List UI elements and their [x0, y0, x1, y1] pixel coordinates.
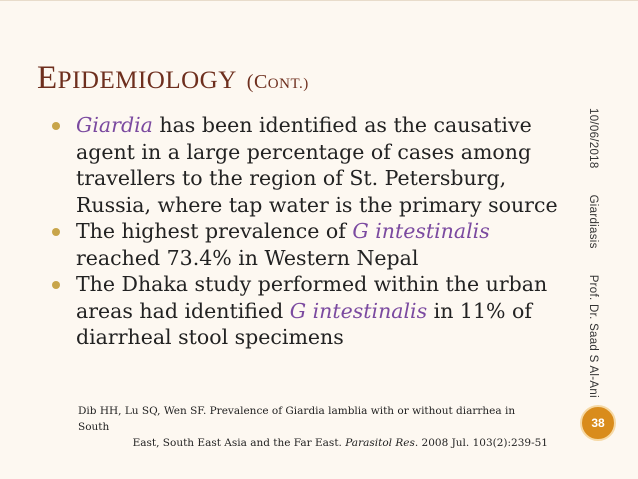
- bullet-text-italic: G intestinalis: [352, 219, 490, 243]
- slide-title: [37, 60, 309, 97]
- bullet-text: in 11% of diarrheal stool specimens: [76, 298, 532, 349]
- side-footer-text: [587, 108, 599, 424]
- title-rest: PIDEMIOLOGY: [57, 67, 237, 94]
- reference-journal: Parasitol Res.: [345, 437, 419, 449]
- bullet-text: reached 73.4% in Western Nepal: [76, 245, 419, 270]
- reference-line-2-pre: East, South East Asia and the Far East.: [132, 437, 346, 449]
- bullet-dot-icon: [52, 228, 60, 236]
- title-sub-rest: ONT.): [267, 76, 309, 92]
- bullet-dot-icon: [52, 122, 60, 130]
- title-initial: E: [37, 60, 58, 96]
- bullet-text-italic: Giardia: [76, 113, 153, 137]
- slide-author: Prof. Dr. Saad S Al-Ani: [587, 274, 599, 398]
- bullet-item: [52, 271, 572, 351]
- side-footer: [581, 108, 605, 398]
- reference-citation: [78, 403, 548, 451]
- bullet-list: [52, 112, 572, 351]
- slide-topic: Giardiasis: [587, 194, 599, 249]
- bullet-item: [52, 112, 572, 218]
- bullet-text: has been identified as the causative agent in a large percentage of cases among travellers to the region of St. Petersburg, Russia, where tap water is the primary source: [76, 113, 558, 217]
- bullet-text: The Dhaka study performed within the urban areas had identified: [76, 272, 548, 323]
- top-border: [0, 0, 638, 1]
- bullet-item: [52, 218, 572, 271]
- bullet-text-italic: G intestinalis: [289, 298, 428, 323]
- reference-line-1: Dib HH, Lu SQ, Wen SF. Prevalence of Giardia lamblia with or without diarrhea in South: [78, 405, 516, 433]
- reference-line-2: [78, 435, 548, 451]
- bullet-text: The highest prevalence of: [76, 219, 353, 243]
- bullet-dot-icon: [52, 281, 60, 289]
- slide-date: 10/06/2018: [587, 108, 599, 169]
- page-number-badge: 38: [580, 405, 616, 441]
- title-sub-open: (C: [246, 71, 268, 93]
- reference-line-2-post: 2008 Jul. 103(2):239-51: [418, 437, 548, 449]
